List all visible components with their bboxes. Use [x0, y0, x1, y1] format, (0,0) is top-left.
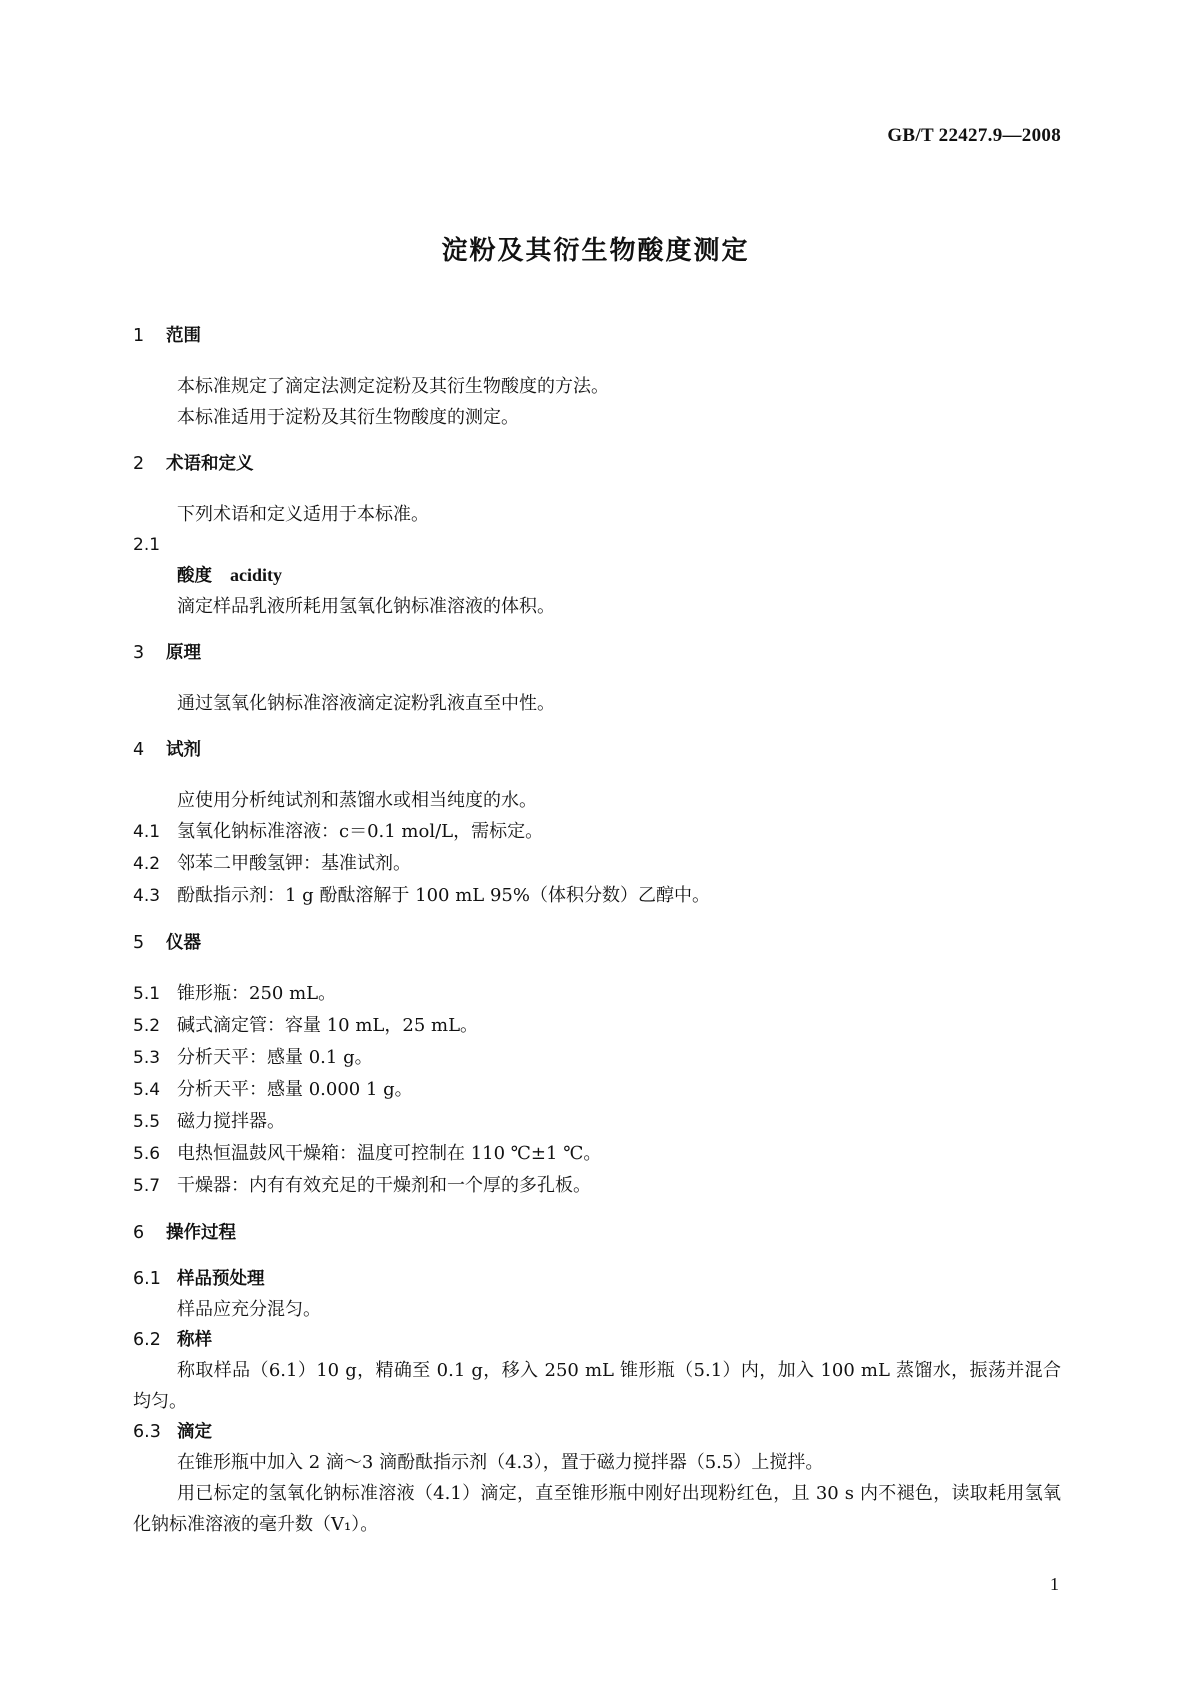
subsection-number: 6.1: [133, 1269, 161, 1289]
section-5-heading: [133, 929, 1061, 954]
term-english: acidity: [230, 565, 282, 585]
clause: [133, 1170, 1061, 1202]
clause-text: 邻苯二甲酸氢钾：基准试剂。: [177, 853, 411, 874]
subsection-number: 6.2: [133, 1330, 161, 1350]
section-title: 原理: [166, 643, 201, 663]
section-number: 5: [133, 933, 145, 953]
clause-number: 5.2: [133, 1016, 161, 1036]
standard-code: GB/T 22427.9—2008: [887, 125, 1061, 146]
paragraph: 下列术语和定义适用于本标准。: [177, 504, 429, 525]
section-3-heading: [133, 639, 1061, 664]
subsection-heading: [133, 1264, 1061, 1294]
page-number: 1: [1050, 1574, 1059, 1594]
paragraph: 应使用分析纯试剂和蒸馏水或相当纯度的水。: [177, 790, 537, 811]
paragraph: 在锥形瓶中加入 2 滴～3 滴酚酞指示剂（4.3），置于磁力搅拌器（5.5）上搅拌。: [177, 1452, 824, 1473]
section-title: 操作过程: [166, 1223, 236, 1243]
subsection-heading: [133, 1417, 1061, 1447]
clause: [133, 1042, 1061, 1074]
clause-number: 4.3: [133, 886, 161, 906]
clause: [133, 848, 1061, 880]
subsection-title: 滴定: [177, 1422, 212, 1442]
section-number: 6: [133, 1223, 145, 1243]
clause: [133, 1010, 1061, 1042]
clause-text: 锥形瓶：250 mL。: [177, 983, 337, 1004]
clause-text: 分析天平：感量 0.1 g。: [177, 1047, 373, 1068]
clause-number: 5.4: [133, 1080, 161, 1100]
clause-text: 酚酞指示剂：1 g 酚酞溶解于 100 mL 95%（体积分数）乙醇中。: [177, 885, 710, 906]
paragraph: 本标准适用于淀粉及其衍生物酸度的测定。: [177, 407, 519, 428]
section-title: 仪器: [166, 933, 201, 953]
clause: [133, 1074, 1061, 1106]
paragraph: 用已标定的氢氧化钠标准溶液（4.1）滴定，直至锥形瓶中刚好出现粉红色，且 30 s 内不褪色，读取耗用氢氧化钠标准溶液的毫升数（V₁）。: [133, 1483, 1061, 1535]
section-1-heading: [133, 322, 1061, 347]
clause-text: 分析天平：感量 0.000 1 g。: [177, 1079, 413, 1100]
paragraph: 样品应充分混匀。: [177, 1299, 321, 1320]
clause-number: 4.2: [133, 854, 161, 874]
clause-text: 碱式滴定管：容量 10 mL，25 mL。: [177, 1015, 479, 1036]
section-title: 术语和定义: [166, 454, 254, 474]
clause-number: 5.5: [133, 1112, 161, 1132]
section-number: 2: [133, 454, 145, 474]
term-definition: 滴定样品乳液所耗用氢氧化钠标准溶液的体积。: [177, 596, 555, 617]
clause-number: 4.1: [133, 822, 161, 842]
section-title: 范围: [166, 326, 201, 346]
clause-number: 5.6: [133, 1144, 161, 1164]
term-entry: [177, 560, 1061, 591]
clause-text: 氢氧化钠标准溶液：c＝0.1 mol/L，需标定。: [177, 821, 544, 842]
term-number: 2.1: [133, 535, 161, 555]
clause-number: 5.7: [133, 1176, 161, 1196]
subsection-heading: [133, 1325, 1061, 1355]
paragraph: 通过氢氧化钠标准溶液滴定淀粉乳液直至中性。: [177, 693, 555, 714]
section-2-heading: [133, 450, 1061, 475]
clause-text: 磁力搅拌器。: [177, 1111, 285, 1132]
clause: [133, 1138, 1061, 1170]
section-title: 试剂: [166, 740, 201, 760]
section-number: 3: [133, 643, 145, 663]
section-number: 1: [133, 326, 145, 346]
section-6-heading: [133, 1219, 1061, 1244]
paragraph: 称取样品（6.1）10 g，精确至 0.1 g，移入 250 mL 锥形瓶（5.1）内，加入 100 mL 蒸馏水，振荡并混合均匀。: [133, 1360, 1061, 1412]
clause: [133, 1106, 1061, 1138]
clause-number: 5.3: [133, 1048, 161, 1068]
clause-text: 干燥器：内有有效充足的干燥剂和一个厚的多孔板。: [177, 1175, 591, 1196]
clause: [133, 880, 1061, 912]
clause-number: 5.1: [133, 984, 161, 1004]
paragraph: 本标准规定了滴定法测定淀粉及其衍生物酸度的方法。: [177, 376, 609, 397]
subsection-number: 6.3: [133, 1422, 161, 1442]
section-4-heading: [133, 736, 1061, 761]
document-title: 淀粉及其衍生物酸度测定: [441, 236, 750, 266]
subsection-title: 称样: [177, 1330, 212, 1350]
section-number: 4: [133, 740, 145, 760]
term-chinese: 酸度: [177, 566, 212, 586]
clause: [133, 978, 1061, 1010]
document-body: [133, 322, 1061, 1540]
subsection-title: 样品预处理: [177, 1269, 265, 1289]
clause-text: 电热恒温鼓风干燥箱：温度可控制在 110 ℃±1 ℃。: [177, 1143, 602, 1164]
clause: [133, 816, 1061, 848]
